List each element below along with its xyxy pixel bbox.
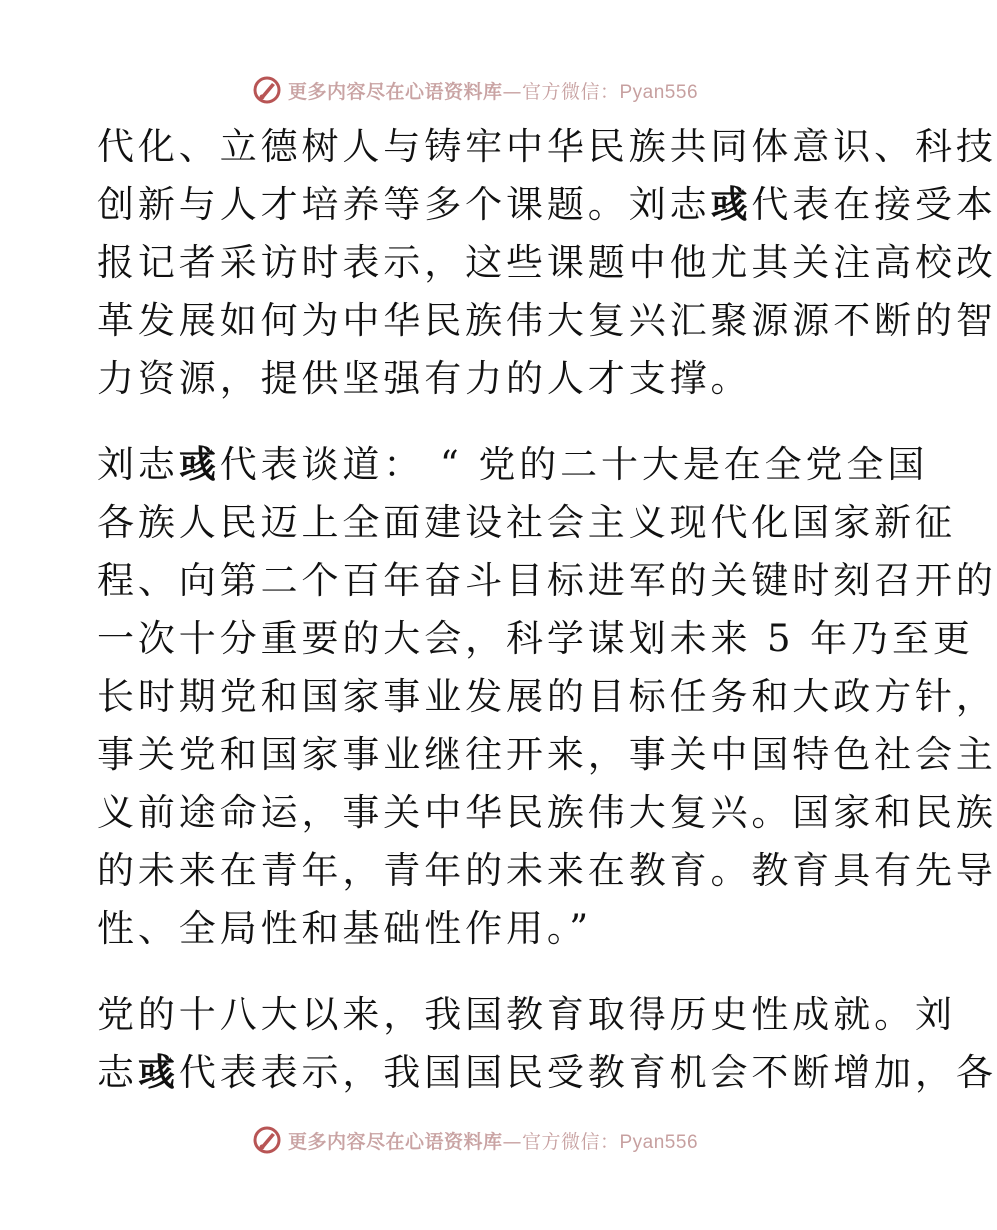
text-line: 力资源，提供坚强有力的人才支撑。 [97,357,752,400]
text-line: 一次十分重要的大会，科学谋划未来 5 年乃至更 [97,617,974,660]
watermark-text [288,1127,698,1154]
text-line: 党的十八大以来，我国教育取得历史性成就。刘 [97,993,956,1036]
watermark-wechat-label: 官方微信： [521,1130,620,1153]
header-watermark-banner [0,70,950,110]
text-line: 性、全局性和基础性作用。” [97,907,593,950]
text-line: 义前途命运，事关中华民族伟大复兴。国家和民族 [97,791,997,834]
text-line: 志彧代表表示，我国国民受教育机会不断增加，各 [97,1051,997,1094]
bold-name-char: 彧 [710,183,752,226]
text-line: 长时期党和国家事业发展的目标任务和大政方针， [97,675,997,718]
watermark-site-text: 更多内容尽在心语资料库 [287,80,503,103]
watermark-separator: — [502,1130,522,1153]
watermark-wechat-label: 官方微信： [521,80,620,103]
text-line: 刘志彧代表谈道： “ 党的二十大是在全党全国 [97,443,929,486]
paragraph [97,986,997,1102]
text-line: 事关党和国家事业继往开来，事关中国特色社会主 [97,733,997,776]
calligraphy-brush-logo-icon [252,75,282,105]
watermark-wechat-id: Pyan556 [619,1131,699,1153]
paragraph [97,118,997,408]
watermark-separator: — [502,80,522,103]
text-line: 各族人民迈上全面建设社会主义现代化国家新征 [97,501,956,544]
text-line: 的未来在青年，青年的未来在教育。教育具有先导 [97,849,997,892]
bold-name-char: 彧 [178,443,220,486]
text-line: 程、向第二个百年奋斗目标进军的关键时刻召开的 [97,559,997,602]
document-body [97,118,997,1102]
watermark-site-text: 更多内容尽在心语资料库 [287,1130,503,1153]
bold-name-char: 彧 [137,1051,179,1094]
paragraph [97,436,997,958]
text-line: 创新与人才培养等多个课题。刘志彧代表在接受本 [97,183,997,226]
text-line: 革发展如何为中华民族伟大复兴汇聚源源不断的智 [97,299,997,342]
watermark-wechat-id: Pyan556 [619,81,699,103]
watermark-text [288,77,698,104]
calligraphy-brush-logo-icon [252,1125,282,1155]
text-line: 代化、立德树人与铸牢中华民族共同体意识、科技 [97,125,997,168]
footer-watermark-banner [0,1120,950,1160]
text-line: 报记者采访时表示，这些课题中他尤其关注高校改 [97,241,997,284]
